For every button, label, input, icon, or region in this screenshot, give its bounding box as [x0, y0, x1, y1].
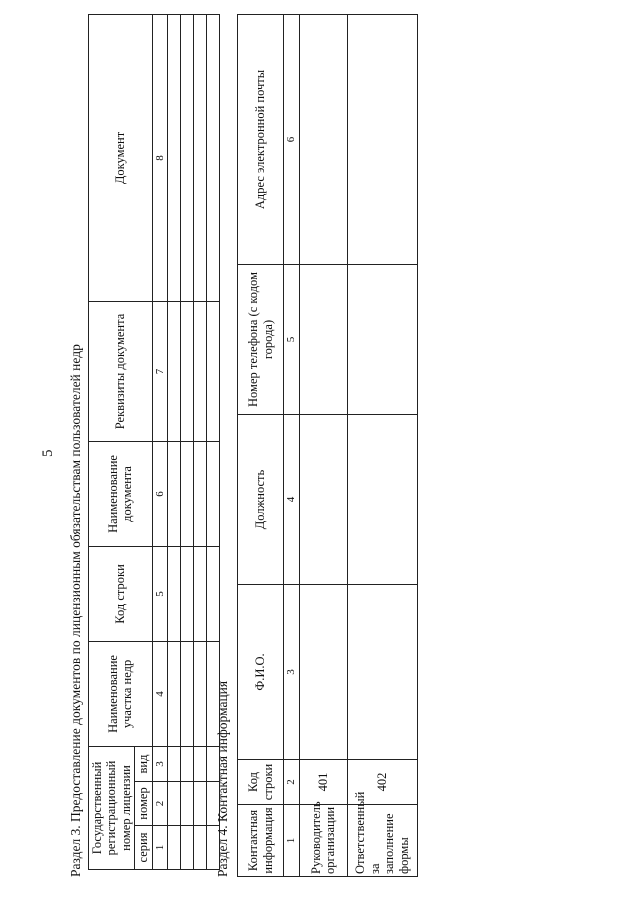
empty-cell[interactable] [181, 14, 194, 301]
empty-cell[interactable] [194, 826, 207, 870]
empty-cell[interactable] [194, 746, 207, 781]
page-number: 5 [40, 449, 56, 457]
section3-table [88, 14, 220, 870]
empty-cell[interactable] [194, 301, 207, 441]
header-series: серия [135, 826, 152, 870]
table-row [181, 14, 194, 869]
empty-cell[interactable] [168, 546, 181, 641]
empty-cell[interactable] [194, 441, 207, 546]
header-row-code: Код строки [238, 760, 284, 805]
row-label-responsible: Ответственный за заполнение формы [347, 805, 417, 877]
header-license-group: Государственный регистрационный номер лицензии [89, 746, 135, 869]
col-number: 7 [152, 301, 168, 441]
fio-cell[interactable] [347, 585, 417, 760]
email-cell[interactable] [347, 15, 417, 265]
col-number: 4 [152, 641, 168, 746]
section3-title: Раздел 3. Предоставление документов по лицензионным обязательствам пользователей недр [68, 344, 83, 877]
empty-cell[interactable] [181, 441, 194, 546]
empty-cell[interactable] [207, 441, 220, 546]
col-number: 8 [152, 14, 168, 301]
header-row-code: Код строки [89, 546, 153, 641]
col-number: 4 [284, 415, 300, 585]
position-cell[interactable] [347, 415, 417, 585]
row-code: 402 [347, 760, 417, 805]
empty-cell[interactable] [181, 826, 194, 870]
col-number: 2 [152, 782, 168, 826]
col-number: 1 [284, 805, 300, 877]
empty-cell[interactable] [207, 301, 220, 441]
table-row [299, 15, 347, 877]
header-fio: Ф.И.О. [238, 585, 284, 760]
empty-cell[interactable] [194, 782, 207, 826]
position-cell[interactable] [299, 415, 347, 585]
empty-cell[interactable] [207, 546, 220, 641]
row-code: 401 [299, 760, 347, 805]
empty-cell[interactable] [181, 746, 194, 781]
col-number: 1 [152, 826, 168, 870]
header-contact-info: Контактная информация [238, 805, 284, 877]
empty-cell[interactable] [168, 641, 181, 746]
table-row [194, 14, 207, 869]
empty-cell[interactable] [194, 641, 207, 746]
empty-cell[interactable] [181, 301, 194, 441]
header-email: Адрес электронной почты [238, 15, 284, 265]
col-number: 3 [284, 585, 300, 760]
empty-cell[interactable] [194, 546, 207, 641]
email-cell[interactable] [299, 15, 347, 265]
table-row [168, 14, 181, 869]
phone-cell[interactable] [299, 265, 347, 415]
empty-cell[interactable] [168, 826, 181, 870]
section4-table [237, 14, 418, 877]
table-row [347, 15, 417, 877]
empty-cell[interactable] [181, 546, 194, 641]
header-number: номер [135, 782, 152, 826]
empty-cell[interactable] [194, 14, 207, 301]
row-label-head: Руководитель организации [299, 805, 347, 877]
header-kind: вид [135, 746, 152, 781]
section4-title: Раздел 4. Контактная информация [215, 680, 230, 877]
header-site-name: Наименование участка недр [89, 641, 153, 746]
col-number: 5 [284, 265, 300, 415]
empty-cell[interactable] [181, 641, 194, 746]
header-doc-details: Реквизиты документа [89, 301, 153, 441]
empty-cell[interactable] [168, 441, 181, 546]
empty-cell[interactable] [207, 14, 220, 301]
phone-cell[interactable] [347, 265, 417, 415]
col-number: 6 [152, 441, 168, 546]
header-position: Должность [238, 415, 284, 585]
col-number: 2 [284, 760, 300, 805]
empty-cell[interactable] [168, 14, 181, 301]
col-number: 5 [152, 546, 168, 641]
col-number: 6 [284, 15, 300, 265]
empty-cell[interactable] [181, 782, 194, 826]
header-document: Документ [89, 14, 153, 301]
empty-cell[interactable] [168, 782, 181, 826]
fio-cell[interactable] [299, 585, 347, 760]
header-doc-name: Наименование документа [89, 441, 153, 546]
header-phone: Номер телефона (с кодом города) [238, 265, 284, 415]
empty-cell[interactable] [168, 301, 181, 441]
col-number: 3 [152, 746, 168, 781]
empty-cell[interactable] [168, 746, 181, 781]
